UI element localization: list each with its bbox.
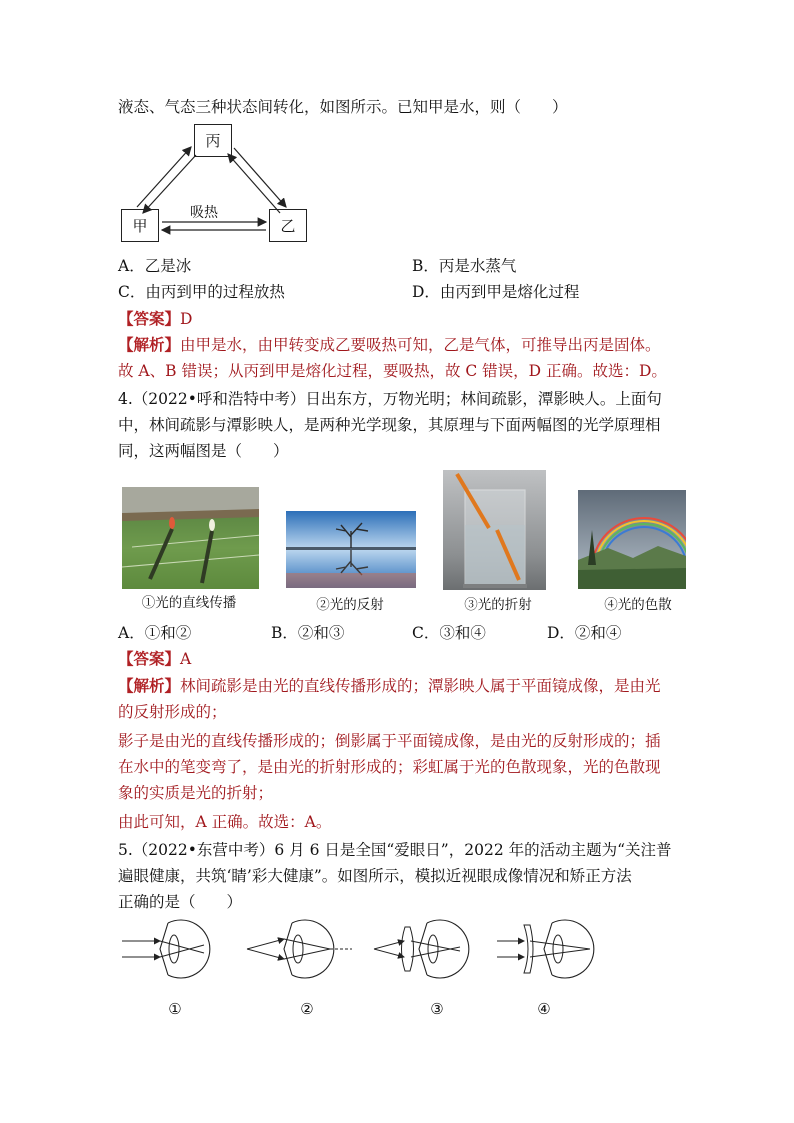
q3-answer [118,309,192,329]
q4-option-d: D．②和④ [547,624,622,642]
box-jia: 甲 [121,209,159,242]
photo-rainbow [578,490,686,589]
analysis-text: 由甲是水，由甲转变成乙要吸热可知，乙是气体，可推导出丙是固体。 [180,336,661,354]
eye-diagram-2 [247,920,352,978]
caption-2: ②光的反射 [316,597,384,613]
q3-analysis-line-1 [118,335,661,355]
answer-tag: 【答案】 [118,649,181,668]
answer-value: D [180,310,193,328]
answer-value: A [180,650,192,668]
photo-shadows-art [122,487,259,589]
analysis-tag: 【解析】 [118,676,181,695]
q4-analysis-line-6: 由此可知，A 正确。故选：A。 [118,813,332,831]
q3-analysis-line-2: 故 A、B 错误；从丙到甲是熔化过程，要吸热，故 C 错误，D 正确。故选：D。 [118,362,667,380]
q3-option-a: A．乙是冰 [118,257,192,275]
photo-shadows [122,487,259,589]
box-bing: 丙 [194,124,232,157]
q4-analysis-line-5: 象的实质是光的折射； [118,784,274,802]
q3-option-c: C．由丙到甲的过程放热 [118,283,285,301]
edge-label-absorb: 吸热 [190,205,218,221]
analysis-tag: 【解析】 [118,335,181,354]
q4-option-b: B．②和③ [271,624,345,642]
caption-3: ③光的折射 [464,597,532,613]
photo-refraction [443,470,546,590]
q4-analysis-line-1 [118,676,661,696]
answer-tag: 【答案】 [118,309,181,328]
q4-stem-line-3: 同，这两幅图是（ ） [118,442,289,460]
q3-stem: 液态、气态三种状态间转化，如图所示。已知甲是水，则（ ） [118,98,568,116]
photo-reflection [286,511,416,588]
caption-4: ④光的色散 [604,597,672,613]
caption-1: ①光的直线传播 [141,595,237,611]
q4-answer [118,649,191,669]
photo-reflection-art [286,511,416,588]
diagram-arrows [0,0,794,300]
eye-diagram-4 [497,920,594,978]
q3-option-d: D．由丙到甲是熔化过程 [412,283,580,301]
q4-stem-line-2: 中，林间疏影与潭影映人，是两种光学现象，其原理与下面两幅图的光学原理相 [118,416,661,434]
photo-rainbow-art [578,490,686,589]
q5-stem-line-3: 正确的是（ ） [118,893,243,911]
eye-label-2: ② [300,1000,314,1018]
q4-stem-line-1: 4.（2022•呼和浩特中考）日出东方，万物光明；林间疏影，潭影映人。上面句 [118,390,662,408]
q4-analysis-line-4: 在水中的笔变弯了，是由光的折射形成的；彩虹属于光的色散现象，光的色散现 [118,758,661,776]
box-yi: 乙 [269,209,307,242]
q4-analysis-line-3: 影子是由光的直线传播形成的；倒影属于平面镜成像，是由光的反射形成的；插 [118,732,661,750]
q4-option-a: A．①和② [118,624,192,642]
photo-refraction-art [443,470,546,590]
eye-diagram-1 [122,920,210,978]
q4-analysis-line-2: 的反射形成的； [118,703,227,721]
eye-diagram-3 [374,920,469,978]
eye-diagrams [0,915,794,985]
q3-option-b: B．丙是水蒸气 [412,257,517,275]
q4-option-c: C．③和④ [412,624,486,642]
q5-stem-line-2: 遍眼健康，共筑‘睛’彩大健康”。如图所示，模拟近视眼成像情况和矫正方法 [118,867,632,885]
eye-label-1: ① [168,1000,182,1018]
analysis-text: 林间疏影是由光的直线传播形成的；潭影映人属于平面镜成像，是由光 [180,677,661,695]
eye-label-4: ④ [537,1000,551,1018]
eye-label-3: ③ [430,1000,444,1018]
q5-stem-line-1: 5.（2022•东营中考）6 月 6 日是全国“爱眼日”，2022 年的活动主题为“关注普 [118,841,672,859]
